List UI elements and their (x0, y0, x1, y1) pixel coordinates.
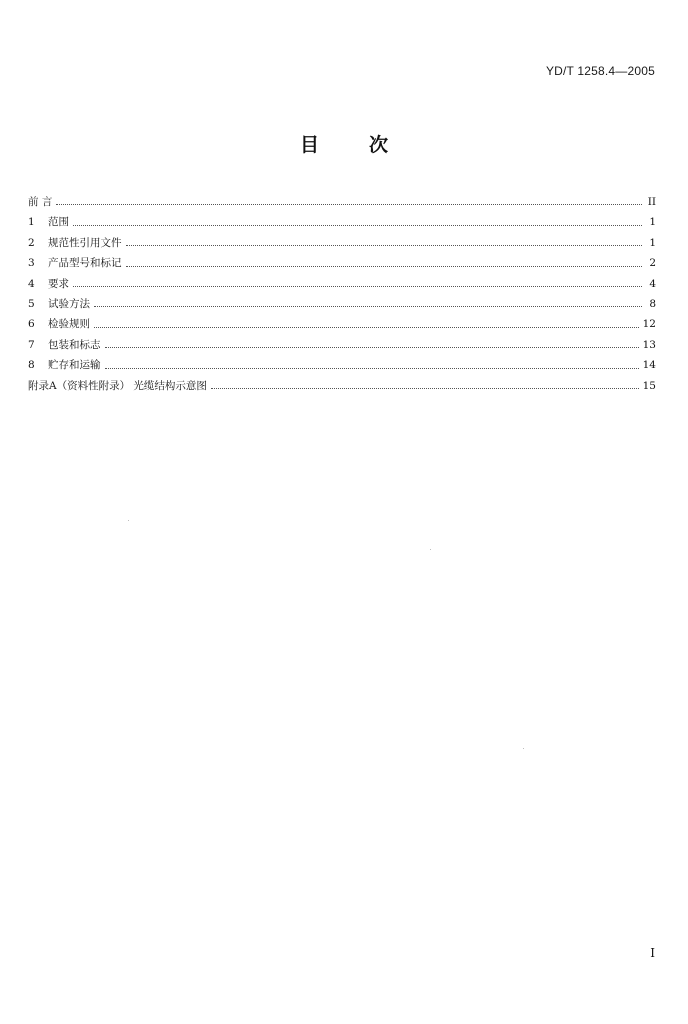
toc-entry-page: 2 (649, 257, 656, 270)
toc-entry-number: 5 (28, 297, 35, 310)
standard-number: YD/T 1258.4—2005 (545, 64, 655, 78)
toc-entry-label: 附录A（资料性附录） 光缆结构示意图 (28, 379, 207, 392)
toc-entry-annex-a[interactable] (28, 376, 656, 396)
toc-entry-number: 2 (28, 236, 35, 249)
toc-entry-label: 前 言 (28, 196, 53, 208)
toc-entry-page: 15 (642, 379, 656, 392)
toc-entry-number: 6 (28, 318, 35, 331)
toc-entry-page: 8 (649, 297, 656, 310)
toc-entry-page: 13 (642, 338, 656, 351)
scan-speck (430, 549, 431, 550)
toc-entry-label: 检验规则 (48, 318, 90, 331)
toc-entry-label: 产品型号和标记 (48, 257, 122, 270)
toc-entry-label: 试验方法 (48, 297, 90, 310)
toc-entry-normative-references[interactable] (28, 233, 656, 253)
leader-dots (105, 368, 639, 369)
toc-entry-page: 14 (642, 359, 656, 372)
leader-dots (126, 266, 643, 267)
leader-dots (56, 204, 642, 205)
toc-entry-page: 12 (642, 318, 656, 331)
toc-entry-number: 8 (28, 359, 35, 372)
toc-entry-scope[interactable] (28, 212, 656, 232)
toc-entry-number: 1 (28, 216, 35, 229)
table-of-contents (28, 192, 656, 396)
toc-entry-label: 规范性引用文件 (48, 236, 122, 249)
toc-title: 目次 (299, 134, 438, 156)
toc-entry-label: 范围 (48, 216, 69, 229)
toc-entry-label: 贮存和运输 (48, 359, 101, 372)
toc-entry-test-methods[interactable] (28, 294, 656, 314)
toc-entry-number: 7 (28, 338, 35, 351)
leader-dots (126, 245, 643, 246)
page-number: I (650, 946, 655, 960)
toc-entry-packaging-and-marking[interactable] (28, 335, 656, 355)
toc-entry-page: 1 (649, 216, 656, 229)
toc-entry-label: 包装和标志 (48, 338, 101, 351)
toc-entry-requirements[interactable] (28, 274, 656, 294)
scan-speck (128, 520, 129, 521)
toc-entry-inspection-rules[interactable] (28, 314, 656, 334)
toc-entry-page: 1 (649, 236, 656, 249)
leader-dots (73, 225, 642, 226)
toc-entry-page: 4 (649, 277, 656, 290)
toc-entry-page: II (647, 196, 656, 208)
toc-entry-number: 4 (28, 277, 35, 290)
leader-dots (94, 327, 639, 328)
toc-entry-number: 3 (28, 257, 35, 270)
leader-dots (73, 286, 642, 287)
leader-dots (94, 306, 642, 307)
toc-entry-foreword[interactable] (28, 192, 656, 212)
toc-entry-model-and-marking[interactable] (28, 253, 656, 273)
toc-entry-storage-and-transport[interactable] (28, 355, 656, 375)
leader-dots (211, 388, 639, 389)
toc-entry-label: 要求 (48, 277, 69, 290)
leader-dots (105, 347, 639, 348)
scan-speck (523, 748, 524, 749)
